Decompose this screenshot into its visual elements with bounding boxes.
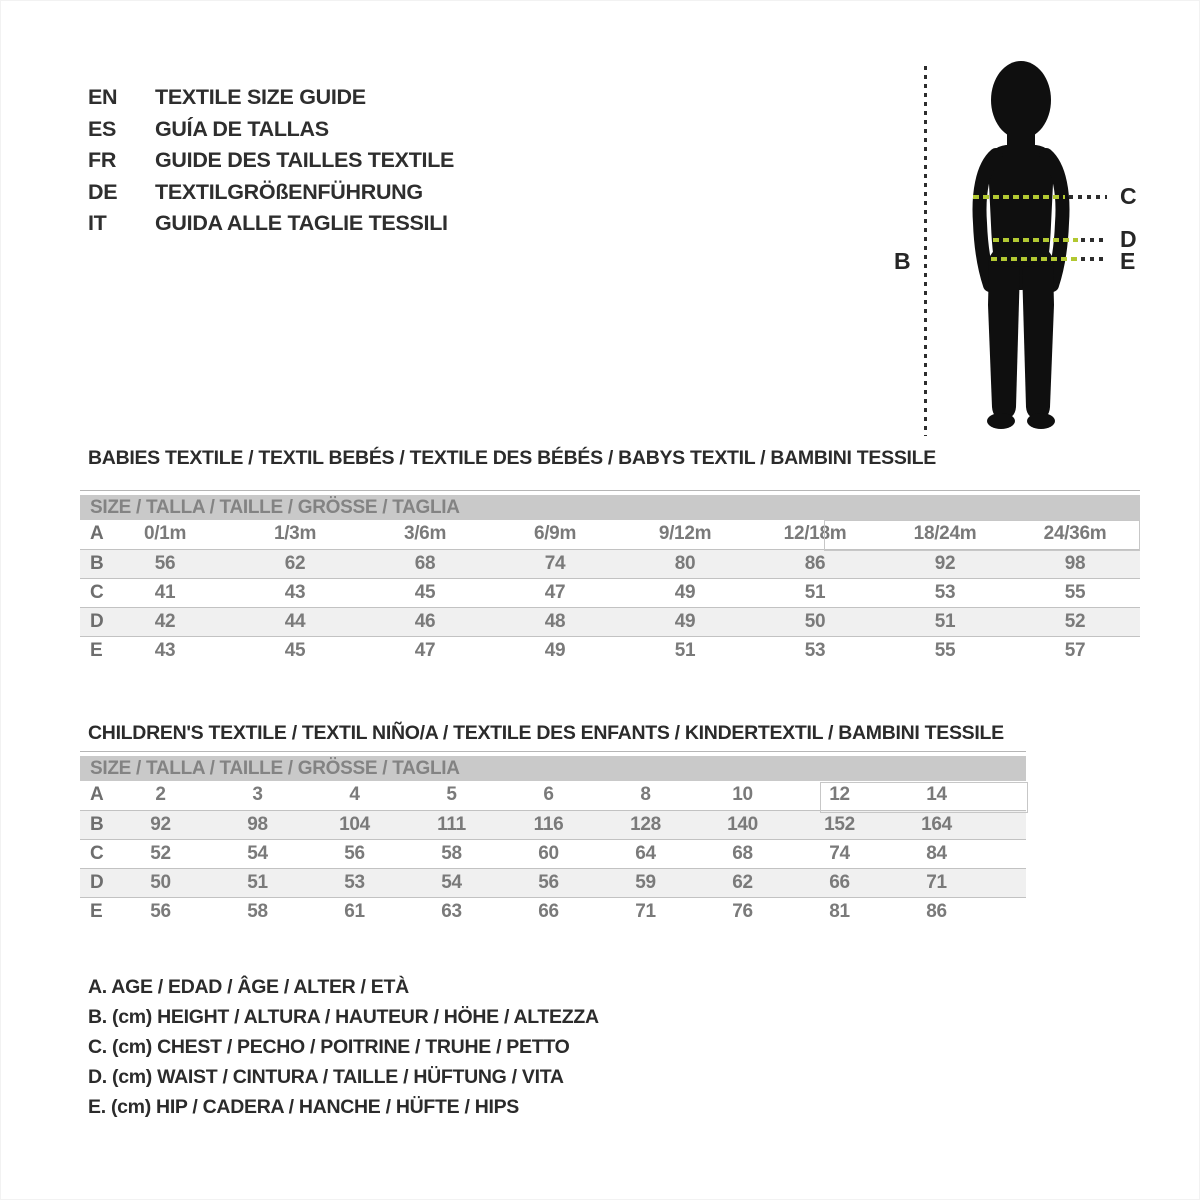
table-row bbox=[80, 549, 1140, 578]
child-silhouette-icon bbox=[950, 55, 1098, 440]
size-cell: 50 bbox=[750, 607, 880, 636]
row-label: C bbox=[90, 581, 104, 603]
size-cell: 43 bbox=[154, 639, 176, 661]
babies-section-title: BABIES TEXTILE / TEXTIL BEBÉS / TEXTILE DES BÉBÉS / BABYS TEXTIL / BAMBINI TESSILE bbox=[88, 447, 936, 469]
legend-item: D. (cm) WAIST / CINTURA / TAILLE / HÜFTUNG / VITA bbox=[88, 1066, 564, 1088]
size-cell: 42 bbox=[100, 607, 230, 636]
size-cell: 111 bbox=[403, 810, 500, 839]
size-cell: 45 bbox=[414, 581, 436, 603]
size-cell: 56 bbox=[500, 868, 597, 897]
children-section-title: CHILDREN'S TEXTILE / TEXTIL NIÑO/A / TEXTILE DES ENFANTS / KINDERTEXTIL / BAMBINI TESSILE bbox=[88, 722, 1004, 744]
table-row bbox=[80, 607, 1140, 636]
language-label: GUIDA ALLE TAGLIE TESSILI bbox=[155, 211, 448, 235]
spacer-cell bbox=[985, 781, 1026, 810]
waist-line-extension bbox=[1081, 238, 1106, 242]
size-cell: 3 bbox=[252, 784, 263, 806]
size-cell: 86 bbox=[750, 549, 880, 578]
legend-block bbox=[88, 972, 599, 1122]
size-cell: 49 bbox=[544, 639, 566, 661]
size-cell: 9/12m bbox=[658, 523, 712, 545]
size-cell: 56 bbox=[150, 900, 171, 922]
size-cell: 60 bbox=[538, 842, 559, 864]
size-cell: 47 bbox=[544, 581, 566, 603]
babies-size-header-bar: SIZE / TALLA / TAILLE / GRÖSSE / TAGLIA bbox=[80, 495, 1140, 520]
size-cell: 71 bbox=[635, 900, 656, 922]
size-cell: 152 bbox=[791, 810, 888, 839]
size-cell: 56 bbox=[344, 842, 365, 864]
size-cell: 24/36m bbox=[1043, 523, 1107, 545]
hip-line bbox=[991, 257, 1079, 261]
size-cell: 48 bbox=[490, 607, 620, 636]
size-cell: 51 bbox=[880, 607, 1010, 636]
size-cell: 2 bbox=[155, 784, 166, 806]
hip-line-extension bbox=[1081, 257, 1106, 261]
legend-item: B. (cm) HEIGHT / ALTURA / HAUTEUR / HÖHE / ALTEZZA bbox=[88, 1006, 599, 1028]
size-cell: 62 bbox=[230, 549, 360, 578]
size-cell: 49 bbox=[620, 607, 750, 636]
size-cell: 49 bbox=[674, 581, 696, 603]
size-cell: 98 bbox=[1010, 549, 1140, 578]
size-cell: 47 bbox=[414, 639, 436, 661]
size-cell: 53 bbox=[306, 868, 403, 897]
table-top-rule bbox=[80, 490, 1140, 491]
size-cell: 43 bbox=[284, 581, 306, 603]
spacer-cell bbox=[985, 868, 1026, 897]
size-cell: 18/24m bbox=[913, 523, 977, 545]
size-cell: 98 bbox=[209, 810, 306, 839]
babies-size-table bbox=[80, 490, 1140, 665]
size-cell: 64 bbox=[635, 842, 656, 864]
size-cell: 46 bbox=[360, 607, 490, 636]
size-cell: 6 bbox=[543, 784, 554, 806]
size-cell: 58 bbox=[441, 842, 462, 864]
size-cell: 128 bbox=[597, 810, 694, 839]
size-cell: 68 bbox=[732, 842, 753, 864]
hip-label: E bbox=[1120, 248, 1136, 274]
size-cell: 51 bbox=[804, 581, 826, 603]
size-cell: 164 bbox=[888, 810, 985, 839]
size-cell: 74 bbox=[490, 549, 620, 578]
language-row bbox=[88, 208, 454, 240]
row-label: E bbox=[90, 639, 103, 661]
size-cell: 66 bbox=[538, 900, 559, 922]
language-row bbox=[88, 145, 454, 177]
language-label: TEXTILE SIZE GUIDE bbox=[155, 85, 366, 109]
height-line bbox=[924, 66, 927, 436]
size-cell: 45 bbox=[284, 639, 306, 661]
table-row bbox=[80, 578, 1140, 607]
size-cell: 10 bbox=[732, 784, 753, 806]
legend-item: E. (cm) HIP / CADERA / HANCHE / HÜFTE / HIPS bbox=[88, 1096, 520, 1118]
language-label: GUIDE DES TAILLES TEXTILE bbox=[155, 148, 455, 172]
table-top-rule bbox=[80, 751, 1026, 752]
size-cell: 68 bbox=[360, 549, 490, 578]
size-cell: 1/3m bbox=[273, 523, 317, 545]
size-cell: 53 bbox=[934, 581, 956, 603]
size-cell: 56 bbox=[100, 549, 230, 578]
size-cell: 41 bbox=[154, 581, 176, 603]
language-code: ES bbox=[88, 116, 117, 141]
size-cell: 104 bbox=[306, 810, 403, 839]
size-cell: 52 bbox=[150, 842, 171, 864]
size-cell: 4 bbox=[349, 784, 360, 806]
size-cell: 52 bbox=[1010, 607, 1140, 636]
size-cell: 51 bbox=[674, 639, 696, 661]
size-cell: 74 bbox=[829, 842, 850, 864]
row-label: D bbox=[80, 868, 112, 897]
size-cell: 140 bbox=[694, 810, 791, 839]
size-cell: 12 bbox=[829, 784, 850, 806]
row-label: A bbox=[90, 523, 104, 545]
size-cell: 12/18m bbox=[783, 523, 847, 545]
size-cell: 57 bbox=[1064, 639, 1086, 661]
size-cell: 66 bbox=[791, 868, 888, 897]
size-cell: 50 bbox=[112, 868, 209, 897]
size-cell: 53 bbox=[804, 639, 826, 661]
size-cell: 44 bbox=[230, 607, 360, 636]
size-cell: 76 bbox=[732, 900, 753, 922]
chest-label: C bbox=[1120, 183, 1137, 209]
table-row bbox=[80, 810, 1026, 839]
size-cell: 116 bbox=[500, 810, 597, 839]
size-cell: 86 bbox=[926, 900, 947, 922]
row-label: B bbox=[80, 549, 100, 578]
table-row bbox=[80, 839, 1026, 868]
row-label: A bbox=[90, 784, 104, 806]
language-code: FR bbox=[88, 148, 117, 172]
size-cell: 54 bbox=[403, 868, 500, 897]
size-cell: 71 bbox=[888, 868, 985, 897]
spacer-cell bbox=[985, 897, 1026, 926]
size-cell: 59 bbox=[597, 868, 694, 897]
children-size-table bbox=[80, 751, 1026, 926]
size-cell: 6/9m bbox=[533, 523, 577, 545]
size-cell: 63 bbox=[441, 900, 462, 922]
row-label: D bbox=[80, 607, 100, 636]
height-label: B bbox=[894, 248, 911, 274]
size-cell: 14 bbox=[926, 784, 947, 806]
spacer-cell bbox=[985, 839, 1026, 868]
size-cell: 84 bbox=[926, 842, 947, 864]
size-cell: 61 bbox=[344, 900, 365, 922]
language-label: TEXTILGRÖßENFÜHRUNG bbox=[155, 179, 423, 204]
size-cell: 51 bbox=[209, 868, 306, 897]
size-cell: 58 bbox=[247, 900, 268, 922]
size-cell: 80 bbox=[620, 549, 750, 578]
chest-line bbox=[973, 195, 1065, 199]
table-row bbox=[80, 520, 1140, 549]
table-row bbox=[80, 636, 1140, 665]
table-row bbox=[80, 781, 1026, 810]
chest-line-extension bbox=[1069, 195, 1107, 199]
size-cell: 0/1m bbox=[143, 523, 187, 545]
spacer-cell bbox=[985, 810, 1026, 839]
children-size-header-bar: SIZE / TALLA / TAILLE / GRÖSSE / TAGLIA bbox=[80, 756, 1026, 781]
language-code: EN bbox=[88, 85, 118, 109]
size-cell: 81 bbox=[829, 900, 850, 922]
size-cell: 92 bbox=[880, 549, 1010, 578]
language-code: DE bbox=[88, 179, 118, 204]
row-label: C bbox=[90, 842, 104, 864]
legend-item: C. (cm) CHEST / PECHO / POITRINE / TRUHE / PETTO bbox=[88, 1036, 570, 1058]
size-cell: 54 bbox=[247, 842, 268, 864]
language-code: IT bbox=[88, 211, 107, 235]
waist-label: D bbox=[1120, 226, 1137, 252]
waist-line bbox=[993, 238, 1078, 242]
table-row bbox=[80, 897, 1026, 926]
row-label: B bbox=[80, 810, 112, 839]
language-row bbox=[88, 177, 454, 209]
row-label: E bbox=[90, 900, 103, 922]
language-block bbox=[88, 82, 454, 240]
size-cell: 5 bbox=[446, 784, 457, 806]
size-cell: 55 bbox=[1064, 581, 1086, 603]
language-row bbox=[88, 114, 454, 146]
size-cell: 62 bbox=[694, 868, 791, 897]
table-row bbox=[80, 868, 1026, 897]
size-cell: 8 bbox=[640, 784, 651, 806]
language-label: GUÍA DE TALLAS bbox=[155, 116, 329, 141]
size-cell: 55 bbox=[934, 639, 956, 661]
language-row bbox=[88, 82, 454, 114]
size-cell: 92 bbox=[112, 810, 209, 839]
size-cell: 3/6m bbox=[403, 523, 447, 545]
legend-item: A. AGE / EDAD / ÂGE / ALTER / ETÀ bbox=[88, 976, 409, 998]
